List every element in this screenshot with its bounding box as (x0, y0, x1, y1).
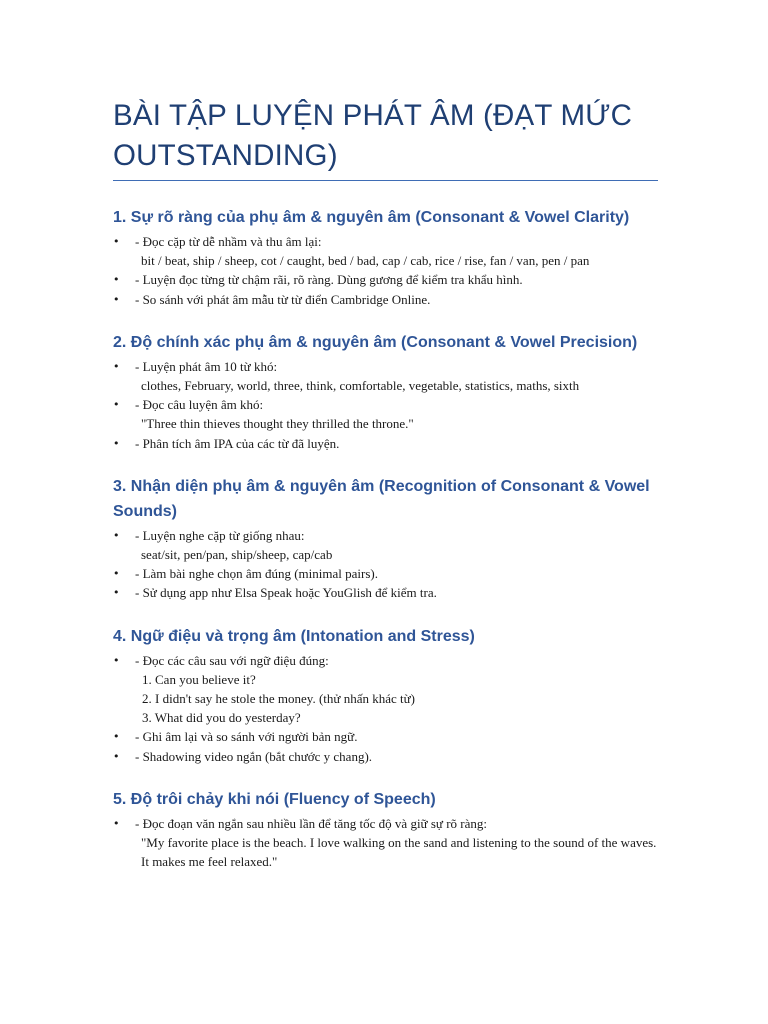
list-item (113, 727, 658, 746)
section-5 (113, 787, 658, 872)
item-text: - Đọc câu luyện âm khó: (135, 397, 264, 413)
numbered-line: 1. Can you believe it? (142, 671, 256, 687)
sections-container (113, 205, 658, 871)
bullet-list (113, 526, 658, 603)
list-item (113, 747, 658, 766)
section-heading: 4. Ngữ điệu và trọng âm (Intonation and Stress) (113, 627, 475, 645)
list-item (113, 434, 658, 453)
section-1 (113, 205, 658, 309)
bullet-list (113, 357, 658, 453)
item-text: - Phân tích âm IPA của các từ đã luyện. (135, 435, 340, 451)
section-heading: 2. Độ chính xác phụ âm & nguyên âm (Consonant & Vowel Precision) (113, 333, 638, 351)
item-text: - Làm bài nghe chọn âm đúng (minimal pairs). (135, 566, 378, 582)
section-heading: 1. Sự rõ ràng của phụ âm & nguyên âm (Consonant & Vowel Clarity) (113, 209, 630, 226)
item-text: - Luyện phát âm 10 từ khó: (135, 358, 278, 374)
list-item (113, 564, 658, 583)
numbered-line: 2. I didn't say he stole the money. (thử nhấn khác từ) (142, 691, 415, 707)
section-4 (113, 624, 658, 766)
section-heading: 3. Nhận diện phụ âm & nguyên âm (Recognition of Consonant & Vowel Sounds) (113, 477, 650, 520)
section-3 (113, 474, 658, 603)
bullet-list (113, 814, 658, 872)
numbered-line: 3. What did you do yesterday? (142, 710, 301, 726)
item-text: - So sánh với phát âm mẫu từ từ điển Cambridge Online. (135, 291, 431, 307)
bullet-icon: • (113, 567, 120, 581)
list-item (113, 395, 658, 433)
list-item (113, 526, 658, 564)
practice-paragraph: "My favorite place is the beach. I love walking on the sand and listening to the sound of the waves. It makes me feel relaxed." (141, 835, 657, 870)
bullet-icon: • (113, 398, 120, 412)
bullet-list (113, 232, 658, 309)
item-text: - Luyện đọc từng từ chậm rãi, rõ ràng. Dùng gương để kiểm tra khẩu hình. (135, 272, 523, 288)
document-page (113, 96, 658, 871)
list-item (113, 651, 658, 728)
item-text: - Luyện nghe cặp từ giống nhau: (135, 527, 305, 543)
bullet-icon: • (113, 273, 120, 287)
item-text: - Shadowing video ngắn (bắt chước y chang). (135, 748, 373, 764)
bullet-icon: • (113, 436, 120, 450)
bullet-icon: • (113, 816, 120, 830)
list-item (113, 357, 658, 395)
item-text: - Sử dụng app như Elsa Speak hoặc YouGlish để kiểm tra. (135, 585, 437, 601)
item-text: - Đọc các câu sau với ngữ điệu đúng: (135, 652, 329, 668)
section-2 (113, 330, 658, 453)
bullet-icon: • (113, 528, 120, 542)
item-text: - Ghi âm lại và so sánh với người bản ngữ. (135, 729, 358, 745)
document-title: BÀI TẬP LUYỆN PHÁT ÂM (ĐẠT MỨC OUTSTANDING) (113, 96, 658, 181)
item-text: - Đọc đoạn văn ngắn sau nhiều lần để tăng tốc độ và giữ sự rõ ràng: (135, 815, 487, 831)
bullet-icon: • (113, 235, 120, 248)
bullet-icon: • (113, 730, 120, 744)
bullet-icon: • (113, 586, 120, 600)
item-text: - Đọc cặp từ dễ nhầm và thu âm lại: (135, 234, 322, 249)
list-item (113, 232, 658, 270)
bullet-icon: • (113, 292, 120, 306)
list-item (113, 814, 658, 872)
list-item (113, 583, 658, 602)
section-heading: 5. Độ trôi chảy khi nói (Fluency of Speech) (113, 790, 436, 808)
item-detail: "Three thin thieves thought they thrilled the throne." (141, 416, 414, 432)
item-detail: seat/sit, pen/pan, ship/sheep, cap/cab (141, 547, 333, 563)
bullet-list (113, 651, 658, 766)
item-detail: clothes, February, world, three, think, comfortable, vegetable, statistics, maths, sixth (141, 378, 580, 394)
bullet-icon: • (113, 359, 120, 373)
bullet-icon: • (113, 653, 120, 667)
bullet-icon: • (113, 749, 120, 763)
item-detail: bit / beat, ship / sheep, cot / caught, bed / bad, cap / cab, rice / rise, fan / van, pen / pan (141, 253, 590, 269)
list-item (113, 290, 658, 309)
list-item (113, 270, 658, 289)
